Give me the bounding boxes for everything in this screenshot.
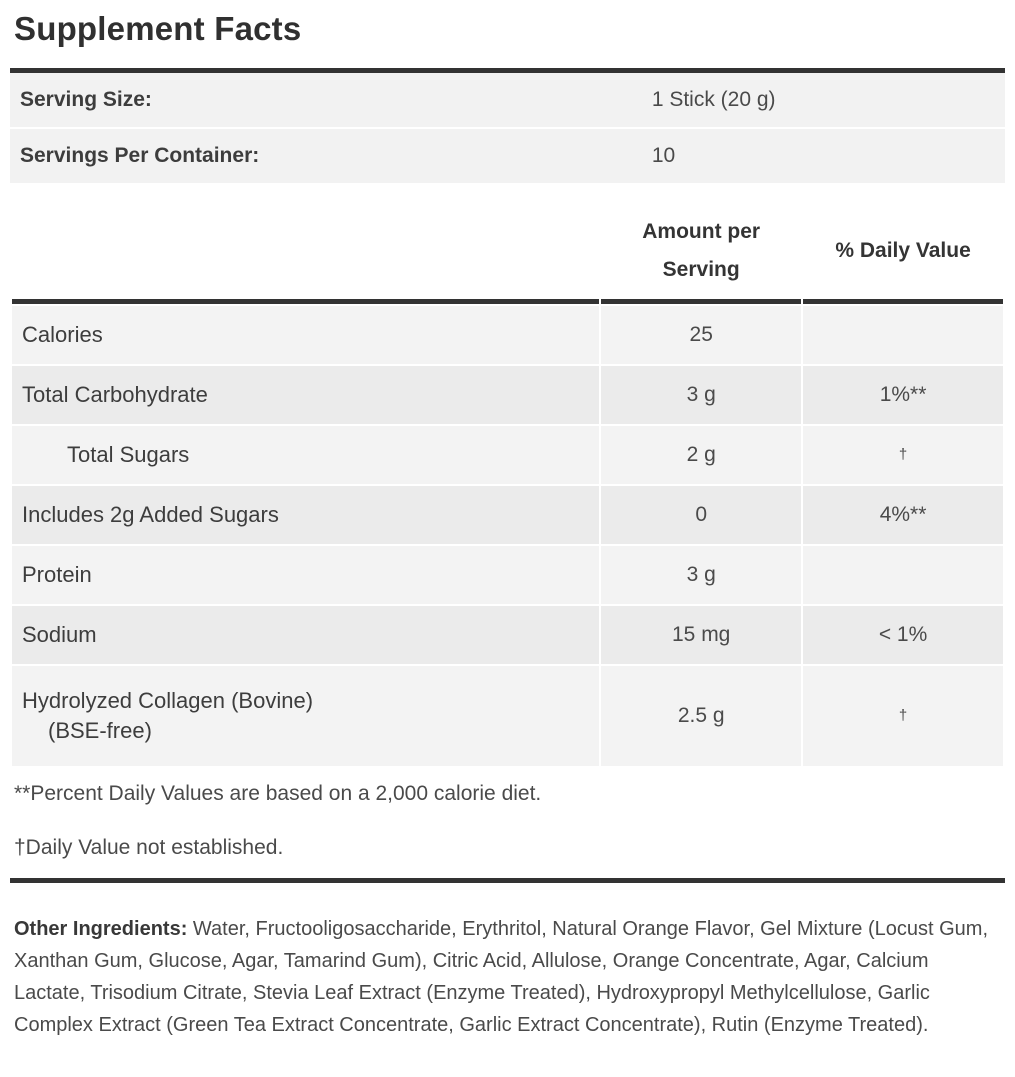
nutrient-daily-value: 1%** <box>803 366 1003 424</box>
nutrient-name: Total Carbohydrate <box>12 366 599 424</box>
table-row-total-carbohydrate <box>12 366 1003 424</box>
serving-info-table <box>10 66 1005 185</box>
header-empty-cell <box>12 213 599 304</box>
servings-per-container-value: 10 <box>642 129 1005 183</box>
table-row-total-sugars <box>12 426 1003 484</box>
nutrient-daily-value: † <box>803 426 1003 484</box>
nutrient-name: Sodium <box>12 606 599 664</box>
nutrient-name <box>12 666 599 766</box>
servings-per-container-row <box>10 129 1005 183</box>
nutrient-amount: 3 g <box>601 366 801 424</box>
table-row-protein <box>12 546 1003 604</box>
header-amount-per-serving <box>601 213 801 304</box>
nutrient-name: Total Sugars <box>12 426 599 484</box>
nutrient-amount: 25 <box>601 306 801 364</box>
nutrient-name-line2: (BSE-free) <box>48 718 152 743</box>
nutrient-daily-value <box>803 546 1003 604</box>
nutrient-name: Calories <box>12 306 599 364</box>
nutrient-name-line1: Hydrolyzed Collagen (Bovine) <box>22 688 314 713</box>
header-daily-value <box>803 213 1003 304</box>
other-ingredients-label: Other Ingredients: <box>14 918 188 940</box>
serving-size-label: Serving Size: <box>10 68 642 127</box>
nutrient-daily-value: † <box>803 666 1003 766</box>
other-ingredients-paragraph <box>14 913 1001 1041</box>
footnote-percent-daily-value: **Percent Daily Values are based on a 2,000 calorie diet. <box>14 782 542 805</box>
table-row-calories <box>12 306 1003 364</box>
page-title: Supplement Facts <box>14 10 302 47</box>
nutrient-daily-value <box>803 306 1003 364</box>
header-amount-label: Amount per Serving <box>642 220 761 281</box>
nutrition-facts-table <box>10 211 1005 768</box>
nutrient-amount: 2 g <box>601 426 801 484</box>
nutrient-amount: 0 <box>601 486 801 544</box>
nutrient-name: Protein <box>12 546 599 604</box>
nutrient-amount: 15 mg <box>601 606 801 664</box>
footnote-daily-value-not-established: †Daily Value not established. <box>14 836 284 859</box>
header-daily-value-label: % Daily Value <box>835 239 971 262</box>
table-row-sodium <box>12 606 1003 664</box>
serving-size-row <box>10 68 1005 127</box>
table-header-row <box>12 213 1003 304</box>
table-row-added-sugars <box>12 486 1003 544</box>
nutrient-amount: 2.5 g <box>601 666 801 766</box>
section-divider <box>10 878 1005 883</box>
serving-size-value: 1 Stick (20 g) <box>642 68 1005 127</box>
table-row-hydrolyzed-collagen <box>12 666 1003 766</box>
nutrient-daily-value: 4%** <box>803 486 1003 544</box>
nutrient-name: Includes 2g Added Sugars <box>12 486 599 544</box>
other-ingredients-text: Water, Fructooligosaccharide, Erythritol, Natural Orange Flavor, Gel Mixture (Locust Gum, Xanthan Gum, Glucose, Agar, Tamarind Gum), Citric Acid, Allulose, Orange Concentrate, Agar, Calcium Lactate, Trisodium Citrate, Stevia Leaf Extract (Enzyme Treated), Hydroxypropyl Methylcellulose, Garlic Complex Extract (Green Tea Extract Concentrate, Garlic Extract Concentrate), Rutin (Enzyme Treated). <box>14 918 989 1036</box>
nutrient-amount: 3 g <box>601 546 801 604</box>
nutrient-daily-value: < 1% <box>803 606 1003 664</box>
servings-per-container-label: Servings Per Container: <box>10 129 642 183</box>
